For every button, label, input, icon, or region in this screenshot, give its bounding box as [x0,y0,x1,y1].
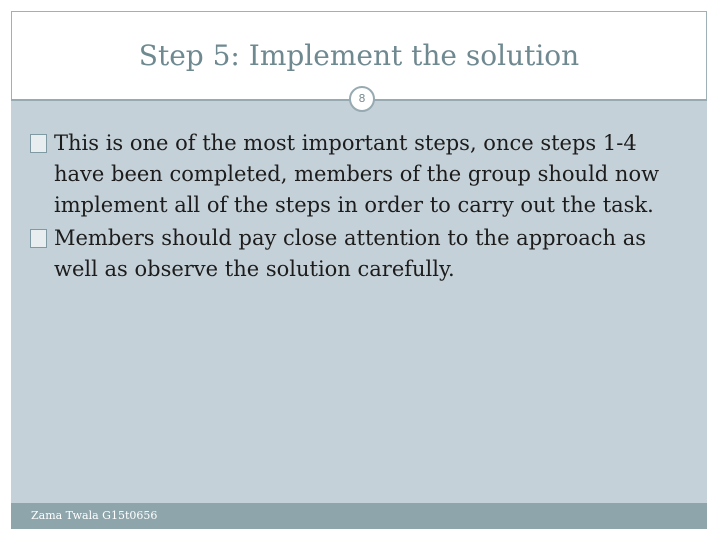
bullet-text: Members should pay close attention to the approach as well as observe the solution carefully. [54,226,647,281]
footer-text: Zama Twala G15t0656 [31,509,158,522]
page-number: 8 [349,86,375,112]
bullet-list [30,128,690,287]
bullet-icon [30,134,47,153]
bullet-text: This is one of the most important steps, once steps 1-4 have been completed, members of the group should now implement all of the steps in order to carry out the task. [54,131,660,217]
slide-title: Step 5: Implement the solution [138,39,580,72]
bullet-icon [30,229,47,248]
list-item [30,223,690,285]
list-item [30,128,690,221]
